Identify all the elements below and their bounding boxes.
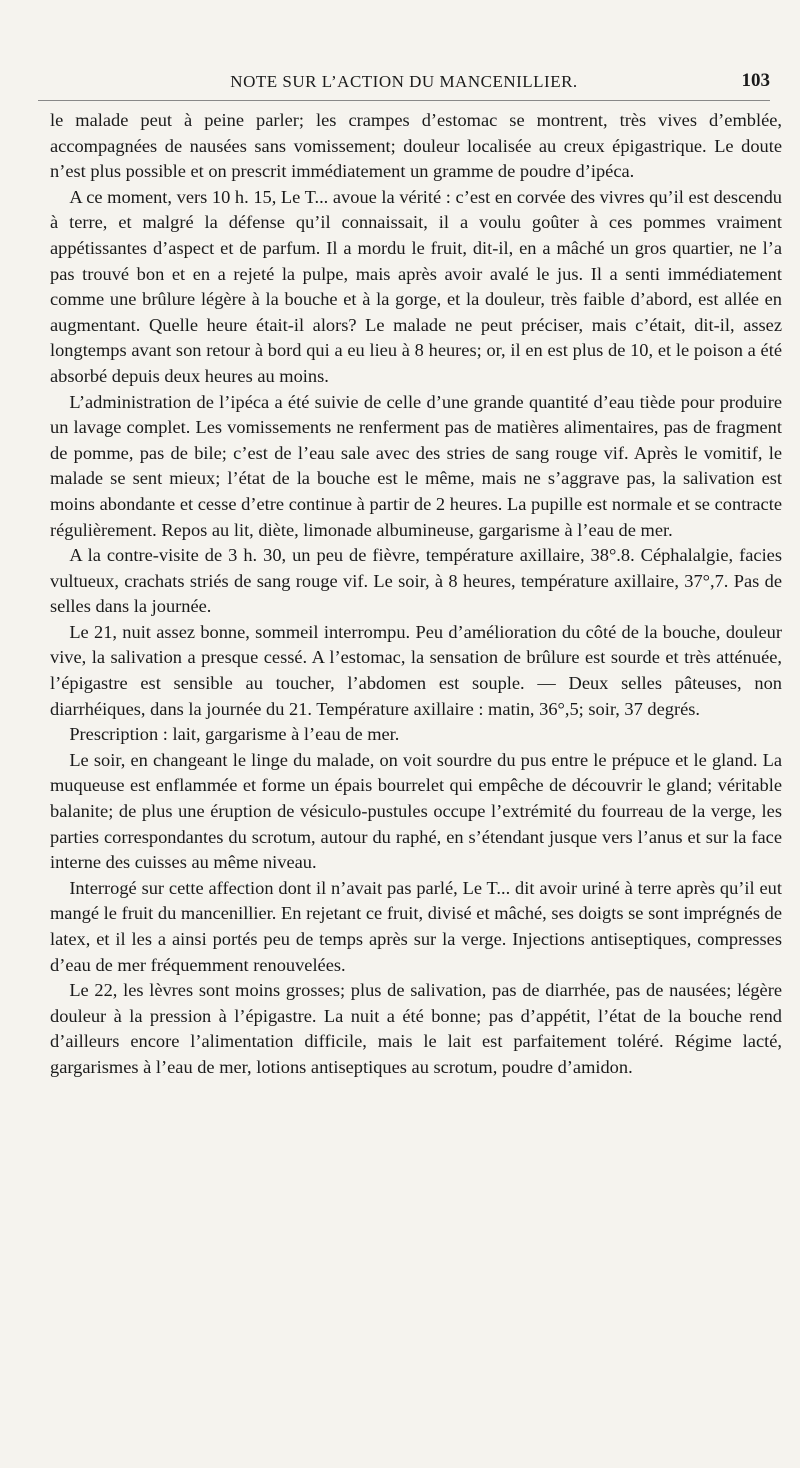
running-header: [38, 72, 770, 100]
running-title: NOTE SUR L’ACTION DU MANCENILLIER.: [230, 72, 578, 91]
paragraph-3: L’administration de l’ipéca a été suivie de celle d’une grande quantité d’eau tiède pour produire un lavage complet. Les vomissements ne renferment pas de matières alimentaires, pas de fragment de pomme, pas de bile; c’est de l’eau sale avec des stries de sang rouge vif. Après le vomitif, le malade se sent mieux; l’état de la bouche est le même, mais ne s’aggrave pas, la salivation est moins abondante et cesse d’etre continue à partir de 2 heures. La pupille est normale et se contracte régulièrement. Repos au lit, diète, limonade albumineuse, gargarisme à l’eau de mer.: [50, 391, 782, 540]
paragraph-5: Le 21, nuit assez bonne, sommeil interrompu. Peu d’amélioration du côté de la bouche, douleur vive, la salivation a presque cessé. A l’estomac, la sensation de brûlure est sourde et très atténuée, l’épigastre est sensible au toucher, l’abdomen est souple. — Deux selles pâteuses, non diarrhéiques, dans la journée du 21. Température axillaire : matin, 36°,5; soir, 37 degrés.: [50, 621, 782, 719]
page-number: 103: [741, 70, 770, 91]
paragraph-2: A ce moment, vers 10 h. 15, Le T... avoue la vérité : c’est en corvée des vivres qu’il est descendu à terre, et malgré la défense qu’il connaissait, il a voulu goûter à ces pommes vraiment appétissantes d’aspect et de parfum. Il a mordu le fruit, dit-il, en a mâché un gros quartier, ne l’a pas trouvé bon et en a rejeté la pulpe, mais après avoir avalé le jus. Il a senti immédiatement comme une brûlure légère à la bouche et à la gorge, et la douleur, très faible d’abord, est allée en augmentant. Quelle heure était-il alors? Le malade ne peut préciser, mais c’était, dit-il, assez longtemps avant son retour à bord qui a eu lieu à 8 heures; or, il en est plus de 10, et le poison a été absorbé depuis deux heures au moins.: [50, 186, 782, 386]
paragraph-9: Le 22, les lèvres sont moins grosses; plus de salivation, pas de diarrhée, pas de nausées; légère douleur à la pression à l’épigastre. La nuit a été bonne; pas d’appétit, l’état de la bouche rend d’ailleurs encore l’alimentation difficile, mais le lait est parfaitement toléré. Régime lacté, gargarismes à l’eau de mer, lotions antiseptiques au scrotum, poudre d’amidon.: [50, 980, 782, 1077]
paragraph-6: Prescription : lait, gargarisme à l’eau de mer.: [69, 724, 400, 745]
paragraph-1: le malade peut à peine parler; les crampes d’estomac se montrent, très vives d’emblée, accompagnées de nausées sans vomissement; douleur localisée au creux épigastrique. Le doute n’est plus possible et on prescrit immédiatement un gramme de poudre d’ipéca.: [50, 110, 782, 182]
paragraph-4: A la contre-visite de 3 h. 30, un peu de fièvre, température axillaire, 38°.8. Céphalalgie, facies vultueux, crachats striés de sang rouge vif. Le soir, à 8 heures, température axillaire, 37°,7. Pas de selles dans la journée.: [50, 545, 782, 617]
page-body: [50, 108, 782, 1081]
paragraph-8: Interrogé sur cette affection dont il n’avait pas parlé, Le T... dit avoir uriné à terre après qu’il eut mangé le fruit du mancenillier. En rejetant ce fruit, divisé et mâché, ses doigts se sont imprégnés de latex, et il les a ainsi portés peu de temps après sur la verge. Injections antiseptiques, compresses d’eau de mer fréquemment renouvelées.: [50, 877, 782, 975]
header-rule: [38, 100, 770, 101]
paragraph-7: Le soir, en changeant le linge du malade, on voit sourdre du pus entre le prépuce et le gland. La muqueuse est enflammée et forme un épais bourrelet qui empêche de découvrir le gland; véritable balanite; de plus une éruption de vésiculo-pustules occupe l’extrémité du fourreau de la verge, les parties correspondantes du scrotum, autour du raphé, en s’étendant jusque vers l’anus et sur la face interne des cuisses au même niveau.: [50, 749, 782, 873]
